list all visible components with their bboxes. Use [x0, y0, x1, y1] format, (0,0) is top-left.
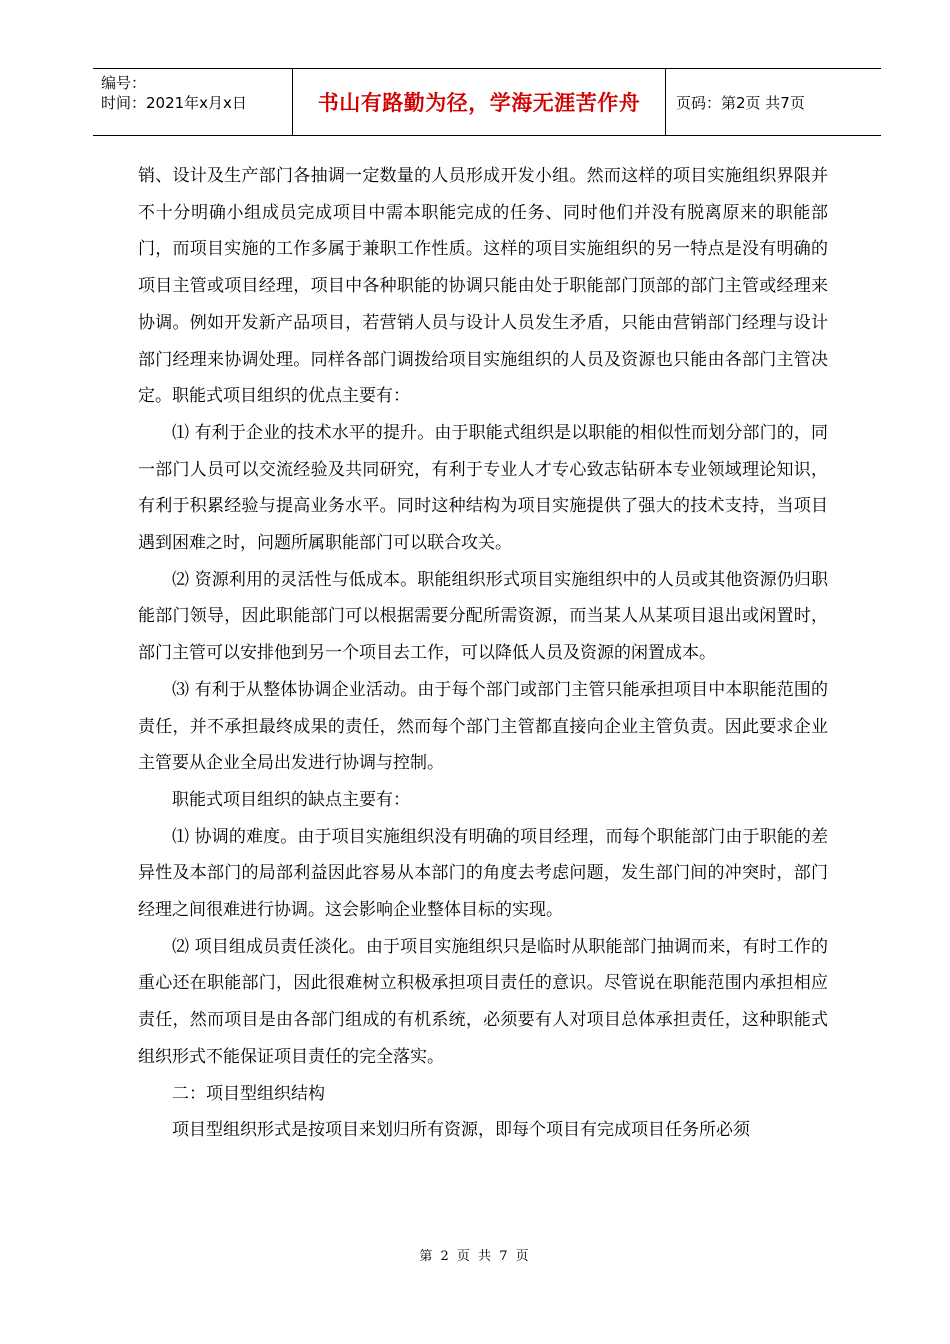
paragraph: ⑴ 有利于企业的技术水平的提升。由于职能式组织是以职能的相似性而划分部门的，同一部门人员可以交流经验及共同研究，有利于专业人才专心致志钻研本专业领域理论知识，有利于积累经验与提高业务水平。同时这种结构为项目实施提供了强大的技术支持，当项目遇到困难之时，问题所属职能部门可以联合攻关。	[138, 422, 828, 554]
section-heading: 二：项目型组织结构	[172, 1083, 325, 1104]
header-motto: 书山有路勤为径，学海无涯苦作舟	[293, 69, 666, 135]
paragraph: 销、设计及生产部门各抽调一定数量的人员形成开发小组。然而这样的项目实施组织界限并不十分明确小组成员完成项目中需本职能完成的任务、同时他们并没有脱离原来的职能部门，而项目实施的工作多属于兼职工作性质。这样的项目实施组织的另一特点是没有明确的项目主管或项目经理，项目中各种职能的协调只能由处于职能部门顶部的部门主管或经理来协调。例如开发新产品项目，若营销人员与设计人员发生矛盾，只能由营销部门经理与设计部门经理来协调处理。同样各部门调拨给项目实施组织的人员及资源也只能由各部门主管决定。职能式项目组织的优点主要有：	[138, 166, 828, 407]
paragraph: 职能式项目组织的缺点主要有：	[172, 789, 410, 810]
page-header	[93, 68, 881, 136]
paragraph: ⑶ 有利于从整体协调企业活动。由于每个部门或部门主管只能承担项目中本职能范围的责任，并不承担最终成果的责任，然而每个部门主管都直接向企业主管负责。因此要求企业主管要从企业全局出发进行协调与控制。	[138, 679, 828, 774]
paragraph: ⑵ 资源利用的灵活性与低成本。职能组织形式项目实施组织中的人员或其他资源仍归职能部门领导，因此职能部门可以根据需要分配所需资源，而当某人从某项目退出或闲置时，部门主管可以安排他到另一个项目去工作，可以降低人员及资源的闲置成本。	[138, 569, 828, 664]
paragraph: ⑴ 协调的难度。由于项目实施组织没有明确的项目经理，而每个职能部门由于职能的差异性及本部门的局部利益因此容易从本部门的角度去考虑问题，发生部门间的冲突时，部门经理之间很难进行协调。这会影响企业整体目标的实现。	[138, 826, 828, 921]
paragraph: 项目型组织形式是按项目来划归所有资源，即每个项目有完成项目任务所必须	[172, 1120, 750, 1141]
header-meta-cell	[93, 69, 293, 135]
serial-label: 编号：	[101, 74, 147, 92]
document-body	[138, 158, 828, 1149]
paragraph: ⑵ 项目组成员责任淡化。由于项目实施组织只是临时从职能部门抽调而来，有时工作的重心还在职能部门，因此很难树立积极承担项目责任的意识。尽管说在职能范围内承担相应责任，然而项目是由各部门组成的有机系统，必须要有人对项目总体承担责任，这种职能式组织形式不能保证项目责任的完全落实。	[138, 936, 828, 1067]
header-page-code: 页码：第2页 共7页	[676, 93, 805, 112]
time-label: 时间：2021年x月x日	[101, 94, 247, 112]
page-footer: 第 2 页 共 7 页	[419, 1249, 531, 1264]
